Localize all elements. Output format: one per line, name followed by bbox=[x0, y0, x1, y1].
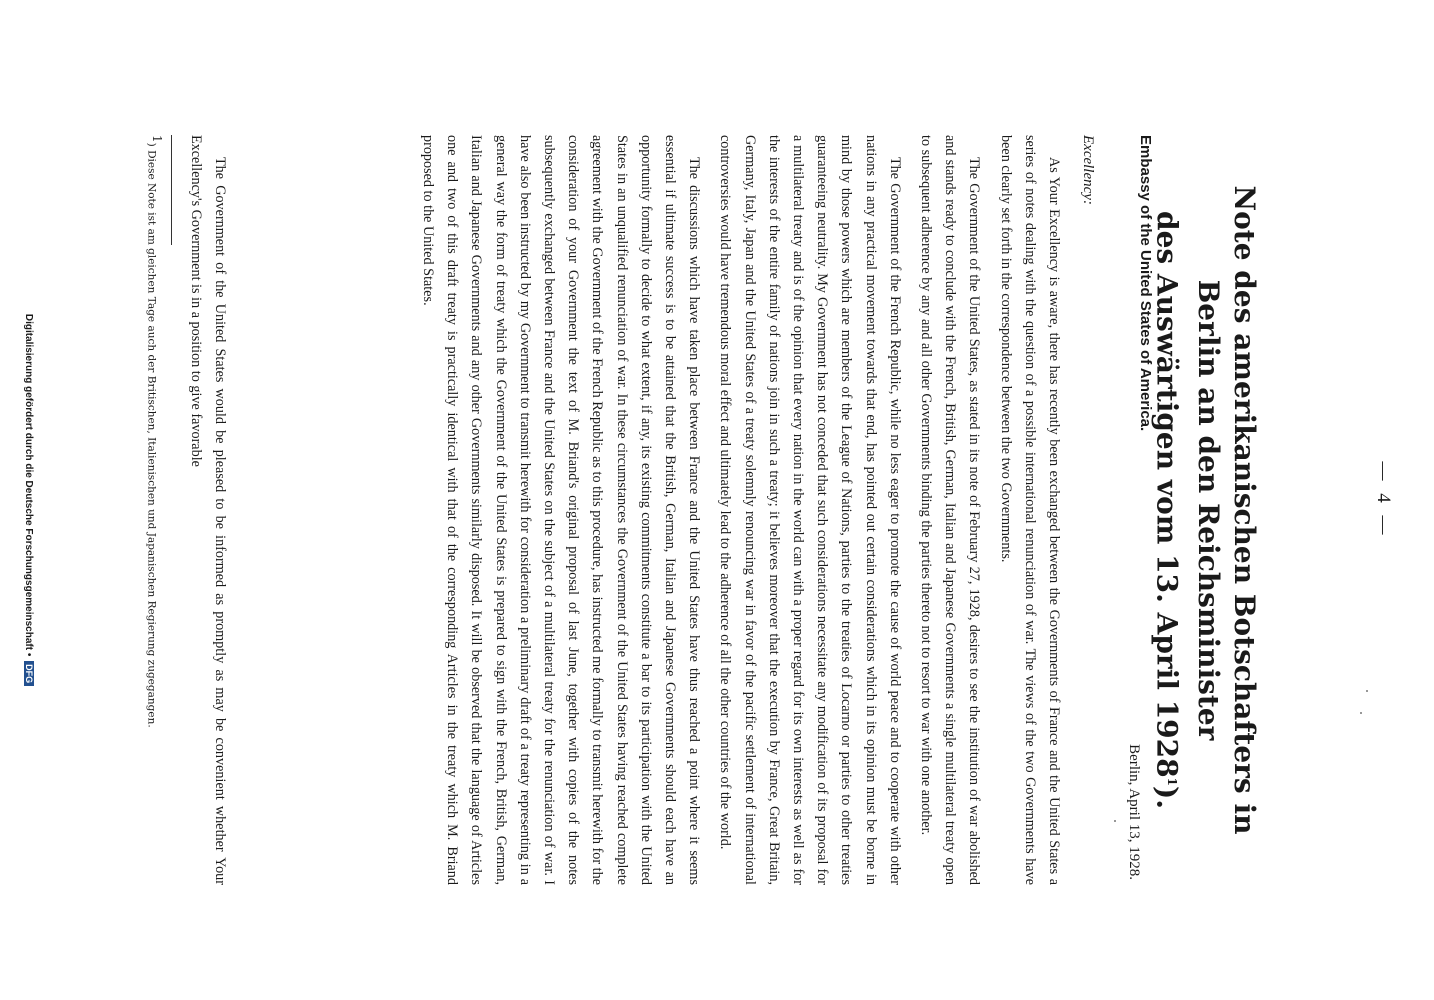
title-line-2 bbox=[1149, 140, 1190, 880]
digitization-credit bbox=[23, 0, 34, 1000]
letter-body bbox=[409, 135, 1066, 885]
salutation: Excellency: bbox=[1080, 135, 1096, 205]
scan-speck bbox=[1360, 712, 1362, 714]
closing-paragraph: The Government of the United States would be pleased to be informed as promptly as may be convenient whether Your Excellency's Government is in a position to give favorable bbox=[187, 135, 228, 885]
date-line: Berlin, April 13, 1928. bbox=[1126, 744, 1142, 880]
footnote-divider bbox=[171, 135, 172, 245]
paragraph: The Government of the French Republic, while no less eager to promote the cause of world peace and to cooperate with other nations in any practical movement towards that end, has pointed out certain considerations which in its opinion must be borne in mind by those powers which are members of the League of Nations, parties to the treaties of Locarno or parties to other treaties guaranteeing neutrality. My Government has not conceded that such considerations necessitate any modification of its proposal for a multilateral treaty and is of the opinion that every nation in the world can with a proper regard for its own interests as well as for the interests of the entire family of nations join in such a treaty; it believes moreover that the execution by France, Great Britain, Germany, Italy, Japan and the United States of a treaty solemnly renouncing war in favor of the pacific settlement of international controversies would have tremendous moral effect and ultimately lead to the adherence of all the other countries of the world. bbox=[717, 135, 903, 885]
title-line-1: Note des amerikanischen Botschafters in Berlin an den Reichsminister bbox=[1192, 185, 1261, 835]
title-line-2-end: ). bbox=[1150, 785, 1184, 809]
title-line-2-text: des Auswärtigen vom 13. April 1928 bbox=[1150, 211, 1184, 778]
scan-speck bbox=[1114, 820, 1116, 822]
document-title bbox=[1149, 140, 1262, 880]
footnote-text: ) Diese Note ist am gleichen Tage auch der Britischen, Italienischen und Japanischen Regierung zugegangen. bbox=[145, 142, 158, 728]
paragraph: As Your Excellency is aware, there has recently been exchanged between the Governments of France and the United States a series of notes dealing with the question of a possible international renunciation of war. The views of the two Governments have been clearly set forth in the correspondence between the two Governments. bbox=[997, 135, 1062, 885]
digitization-text: Digitalisierung gefördert durch die Deutsche Forschungsgemeinschaft • bbox=[23, 313, 34, 657]
embassy-heading: Embassy of the United States of America. bbox=[1137, 135, 1154, 432]
footnote-marker: 1 bbox=[150, 135, 164, 143]
scan-speck bbox=[1366, 690, 1368, 692]
dfg-logo: DFG bbox=[24, 661, 34, 686]
paragraph: The Government of the United States, as stated in its note of February 27, 1928, desires to see the institution of war abolished and stands ready to conclude with the French, British, German, Italian and Japanese Governments a single multilateral treaty open to subsequent adherence by any and all other Governments binding the parties thereto not to resort to war with one another. bbox=[917, 135, 983, 885]
paragraph: The discussions which have taken place between France and the United States have thus reached a point where it seems essential if ultimate success is to be attained that the British, German, Italian and Japanese Governments should each have an opportunity formally to decide to what extent, if any, its existing commitments constitute a bar to its participation with the United States in an unqualified renunciation of war. In these circumstances the Government of the United States having reached complete agreement with the Government of the French Republic as to this procedure, has instructed me formally to transmit herewith for the consideration of your Government the text of M. Briand's original proposal of last June, together with copies of the notes subsequently exchanged between France and the United States on the subject of a multilateral treaty for the renunciation of war. I have also been instructed by my Government to transmit herewith for consideration a preliminary draft of a treaty representing in a general way the form of treaty which the Government of the United States is prepared to sign with the French, British, German, Italian and Japanese Governments and any other Governments similarly disposed. It will be observed that the language of Articles one and two of this draft treaty is practically identical with that of the corresponding Articles in the treaty which M. Briand proposed to the United States. bbox=[419, 135, 703, 885]
footnote bbox=[146, 135, 165, 885]
page-number: — 4 — bbox=[1373, 461, 1394, 539]
title-footnote-marker: 1 bbox=[1165, 777, 1179, 786]
